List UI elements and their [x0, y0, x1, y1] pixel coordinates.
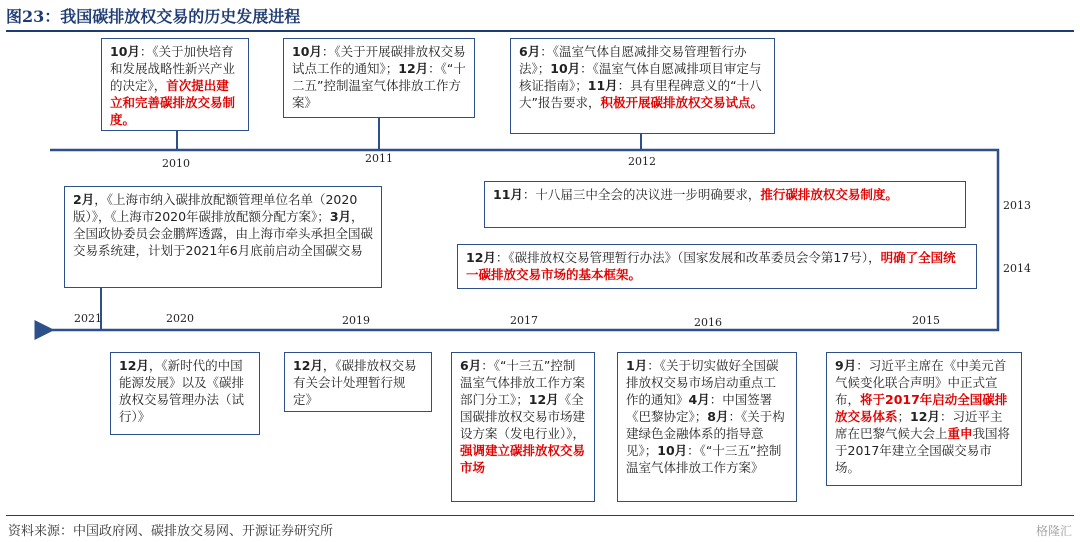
event-box-2017	[451, 352, 595, 502]
event-box-2014	[457, 244, 977, 289]
event-box-2010	[101, 38, 249, 131]
connector-2012	[640, 133, 642, 150]
event-text: ；	[897, 409, 911, 424]
year-2019: 2019	[342, 314, 370, 327]
event-month-label: 12月	[293, 358, 323, 373]
event-text: ：《“十三五”控制温室气体排放工作方案部门分工》；	[460, 358, 586, 407]
event-box-2016	[617, 352, 797, 502]
event-text: ：《“十二五”控制温室气体排放工作方案》	[292, 61, 466, 110]
year-2017: 2017	[510, 314, 538, 327]
connector-2010	[176, 130, 178, 150]
event-text: ：《关于开展碳排放权交易试点工作的通知》；	[292, 44, 466, 76]
connector-2011	[378, 118, 380, 150]
event-text: 我国将于2017年建立全国碳交易市场。	[835, 426, 1011, 475]
event-text: ：中国签署《巴黎协定》；	[626, 392, 773, 424]
event-text: ，全国政协委员会金鹏辉透露，由上海市牵头承担全国碳交易系统建，计划于2021年6月底前启动全国碳交易	[73, 209, 374, 258]
event-text: ，《新时代的中国能源发展》以及《碳排放权交易管理办法（试行）》	[119, 358, 245, 424]
event-box-2012	[510, 38, 775, 134]
event-highlight-text: 强调建立碳排放权交易市场	[460, 443, 586, 475]
year-2013: 2013	[1003, 199, 1031, 212]
event-highlight-text: 积极开展碳排放权交易试点。	[600, 95, 763, 110]
event-month-label: 6月	[460, 358, 482, 373]
event-month-label: 10月	[292, 44, 322, 59]
event-month-label: 10月	[110, 44, 140, 59]
event-month-label: 10月	[550, 61, 581, 76]
event-text: ：习近平主席在《中美元首气候变化联合声明》中正式宣布，	[835, 358, 1007, 407]
event-text: ：《温室气体自愿减排交易管理暂行办法》；	[519, 44, 747, 76]
year-2012: 2012	[628, 155, 656, 168]
event-box-2011	[283, 38, 475, 118]
event-text: ：具有里程碑意义的“十八大”报告要求，	[519, 78, 762, 110]
event-text: ：《“十三五”控制温室气体排放工作方案》	[626, 443, 782, 475]
event-month-label: 12月	[466, 250, 496, 265]
event-month-label: 12月	[398, 61, 429, 76]
year-2021: 2021	[74, 312, 102, 325]
event-text: 《全国碳排放权交易市场建设方案（发电行业）》，	[460, 392, 586, 441]
event-text: ，《上海市纳入碳排放配额管理单位名单（2020版）》，《上海市2020年碳排放配额分配方案》；	[73, 192, 358, 224]
event-month-label: 2月	[73, 192, 95, 207]
event-month-label: 4月	[688, 392, 710, 407]
event-month-label: 11月	[587, 78, 618, 93]
watermark-logo: 格隆汇	[1035, 524, 1072, 538]
event-month-label: 9月	[835, 358, 857, 373]
event-highlight-text: 重申	[947, 426, 973, 441]
event-month-label: 10月	[657, 443, 688, 458]
event-month-label: 12月	[119, 358, 149, 373]
event-box-2020	[110, 352, 260, 435]
event-month-label: 12月	[910, 409, 940, 424]
event-box-2019	[284, 352, 432, 412]
event-text: ，《碳排放权交易有关会计处理暂行规定》	[293, 358, 417, 407]
event-highlight-text: 将于2017年启动全国碳排放交易体系	[835, 392, 1008, 424]
year-2011: 2011	[365, 152, 393, 165]
year-2015: 2015	[912, 314, 940, 327]
event-month-label: 3月	[329, 209, 352, 224]
year-2016: 2016	[694, 316, 722, 329]
event-text: ：习近平主席在巴黎气候大会上	[835, 409, 1003, 441]
event-month-label: 12月	[528, 392, 559, 407]
event-text: ：《关于构建绿色金融体系的指导意见》；	[626, 409, 785, 458]
event-text: ：《关于加快培育和发展战略性新兴产业的决定》，	[110, 44, 236, 93]
year-2010: 2010	[162, 157, 190, 170]
event-text: ：《碳排放权交易管理暂行办法》（国家发展和改革委员会令第17号），	[495, 250, 881, 265]
event-highlight-text: 首次提出建立和完善碳排放交易制度。	[110, 78, 236, 127]
year-2014: 2014	[1003, 262, 1031, 275]
source-note: 资料来源：中国政府网、碳排放交易网、开源证券研究所	[8, 524, 334, 539]
year-2020: 2020	[166, 312, 194, 325]
event-month-label: 8月	[707, 409, 729, 424]
event-text: ：《温室气体自愿减排项目审定与核证指南》；	[519, 61, 762, 93]
event-text: ：十八届三中全会的决议进一步明确要求，	[522, 187, 761, 202]
event-highlight-text: 明确了全国统一碳排放交易市场的基本框架。	[466, 250, 956, 282]
event-highlight-text: 推行碳排放权交易制度。	[760, 187, 898, 202]
event-box-2021	[64, 186, 382, 288]
event-box-2013	[484, 181, 966, 228]
figure-title: 图23：我国碳排放权交易的历史发展进程	[6, 7, 301, 26]
footer-divider	[6, 515, 1074, 516]
event-month-label: 1月	[626, 358, 648, 373]
event-text: ：《关于切实做好全国碳排放权交易市场启动重点工作的通知》	[626, 358, 779, 407]
event-month-label: 11月	[493, 187, 523, 202]
event-box-2015	[826, 352, 1022, 486]
event-month-label: 6月	[519, 44, 541, 59]
